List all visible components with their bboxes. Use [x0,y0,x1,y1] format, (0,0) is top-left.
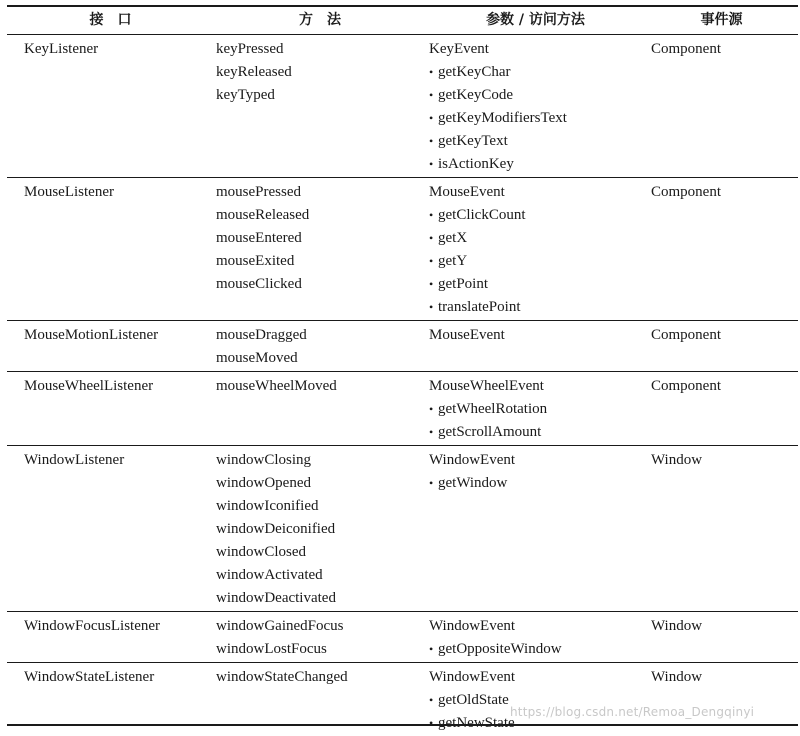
header-params: 参数 / 访问方法 [426,7,645,35]
event-source: Component [651,38,798,61]
bullet-icon: • [429,296,438,319]
event-source: Window [651,615,798,638]
table-row [7,178,798,321]
bullet-icon: • [429,712,438,735]
params-cell [426,321,645,372]
event-class: WindowEvent [429,666,645,689]
accessor-name: getWheelRotation [438,401,547,417]
accessor-item [429,712,645,735]
accessor-name: getKeyCode [438,87,513,103]
accessor-item [429,273,645,296]
header-method: 方 法 [214,7,426,35]
accessor-name: isActionKey [438,156,514,172]
accessor-item [429,250,645,273]
accessor-name: getWindow [438,475,507,491]
listener-table [7,7,798,736]
method-name: windowIconified [216,495,426,518]
event-source: Component [651,324,798,347]
accessor-item [429,227,645,250]
accessor-item [429,153,645,176]
method-name: mouseReleased [216,204,426,227]
accessor-name: getX [438,230,467,246]
accessor-name: getScrollAmount [438,424,541,440]
accessor-item [429,204,645,227]
event-source-cell [645,446,798,612]
methods-cell [214,372,426,446]
event-class: MouseWheelEvent [429,375,645,398]
header-row [7,7,798,35]
event-class: WindowEvent [429,449,645,472]
params-cell [426,372,645,446]
params-cell [426,178,645,321]
event-source-cell [645,663,798,736]
event-source: Component [651,375,798,398]
interface-name: WindowStateListener [24,666,214,689]
accessor-name: getOppositeWindow [438,641,562,657]
accessor-name: getKeyText [438,133,508,149]
params-cell [426,663,645,736]
method-name: windowOpened [216,472,426,495]
bullet-icon: • [429,153,438,176]
table-row [7,446,798,612]
interface-name: MouseListener [24,181,214,204]
accessor-item [429,130,645,153]
accessor-item [429,689,645,712]
bullet-icon: • [429,107,438,130]
header-interface: 接 口 [7,7,214,35]
event-source-cell [645,321,798,372]
method-name: mouseExited [216,250,426,273]
listener-table-frame [7,5,798,726]
method-name: windowClosed [216,541,426,564]
methods-cell [214,178,426,321]
method-name: windowDeiconified [216,518,426,541]
accessor-name: getClickCount [438,207,526,223]
accessor-item [429,638,645,661]
event-class: KeyEvent [429,38,645,61]
accessor-item [429,61,645,84]
methods-cell [214,321,426,372]
event-source-cell [645,178,798,321]
interface-cell [7,446,214,612]
event-class: WindowEvent [429,615,645,638]
method-name: mouseMoved [216,347,426,370]
bullet-icon: • [429,204,438,227]
method-name: mouseEntered [216,227,426,250]
accessor-item [429,296,645,319]
method-name: mousePressed [216,181,426,204]
bullet-icon: • [429,130,438,153]
event-source: Window [651,666,798,689]
accessor-item [429,84,645,107]
accessor-item [429,398,645,421]
bullet-icon: • [429,472,438,495]
table-row [7,35,798,178]
event-source: Component [651,181,798,204]
params-cell [426,612,645,663]
accessor-name: getPoint [438,276,488,292]
accessor-item [429,421,645,444]
interface-cell [7,178,214,321]
event-class: MouseEvent [429,324,645,347]
accessor-name: getKeyModifiersText [438,110,567,126]
table-header [7,7,798,35]
bullet-icon: • [429,61,438,84]
interface-cell [7,372,214,446]
method-name: windowActivated [216,564,426,587]
interface-cell [7,321,214,372]
bullet-icon: • [429,398,438,421]
bullet-icon: • [429,250,438,273]
interface-cell [7,612,214,663]
bullet-icon: • [429,84,438,107]
header-event-source: 事件源 [645,7,798,35]
methods-cell [214,663,426,736]
event-source: Window [651,449,798,472]
event-source-cell [645,372,798,446]
accessor-name: translatePoint [438,299,521,315]
table-row [7,612,798,663]
method-name: mouseDragged [216,324,426,347]
table-row [7,372,798,446]
method-name: keyPressed [216,38,426,61]
interface-name: WindowFocusListener [24,615,214,638]
methods-cell [214,35,426,178]
bullet-icon: • [429,421,438,444]
event-source-cell [645,612,798,663]
interface-name: MouseMotionListener [24,324,214,347]
accessor-name: getNewState [438,715,515,731]
method-name: keyReleased [216,61,426,84]
params-cell [426,446,645,612]
interface-cell [7,663,214,736]
method-name: windowDeactivated [216,587,426,610]
methods-cell [214,612,426,663]
watermark-url: https://blog.csdn.net/Remoa_Dengqinyi [510,705,754,719]
table-row [7,321,798,372]
bullet-icon: • [429,638,438,661]
method-name: windowClosing [216,449,426,472]
method-name: keyTyped [216,84,426,107]
interface-name: KeyListener [24,38,214,61]
accessor-name: getOldState [438,692,509,708]
interface-name: MouseWheelListener [24,375,214,398]
method-name: mouseWheelMoved [216,375,426,398]
accessor-name: getKeyChar [438,64,510,80]
interface-cell [7,35,214,178]
method-name: windowStateChanged [216,666,426,689]
params-cell [426,35,645,178]
table-body [7,35,798,736]
bullet-icon: • [429,227,438,250]
accessor-name: getY [438,253,467,269]
bullet-icon: • [429,689,438,712]
method-name: windowLostFocus [216,638,426,661]
interface-name: WindowListener [24,449,214,472]
methods-cell [214,446,426,612]
event-source-cell [645,35,798,178]
event-class: MouseEvent [429,181,645,204]
accessor-item [429,472,645,495]
method-name: windowGainedFocus [216,615,426,638]
table-row [7,663,798,736]
accessor-item [429,107,645,130]
method-name: mouseClicked [216,273,426,296]
bullet-icon: • [429,273,438,296]
